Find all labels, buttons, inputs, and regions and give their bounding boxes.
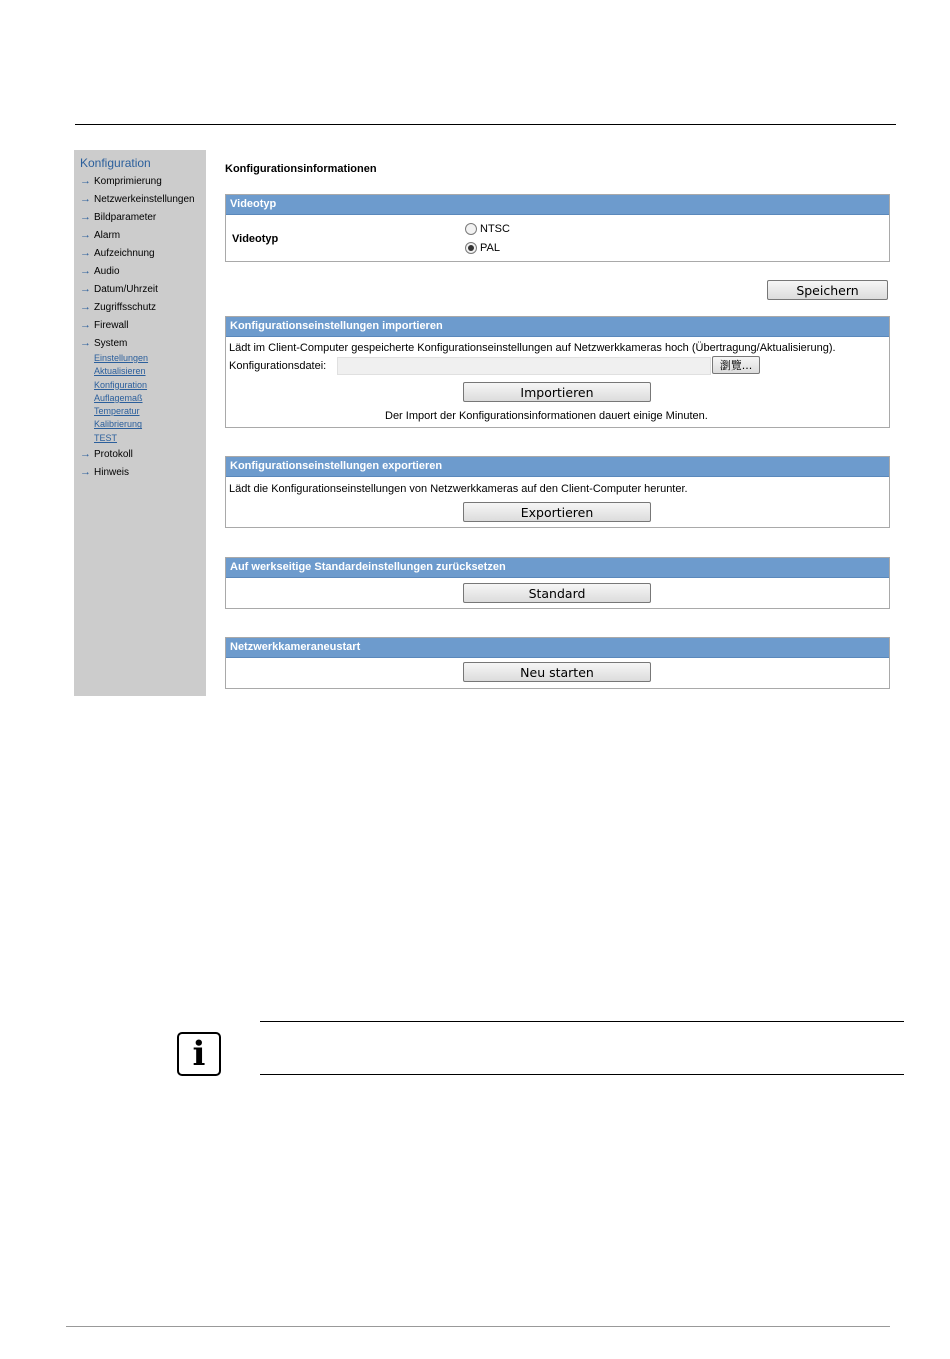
- sidebar-item-zugriffsschutz[interactable]: [80, 298, 206, 316]
- arrow-right-icon: →: [80, 229, 91, 241]
- info-top-rule: [260, 1021, 904, 1022]
- sidebar: [74, 150, 206, 696]
- import-panel: [225, 316, 890, 428]
- export-description: Lädt die Konfigurationseinstellungen von Netzwerkkameras auf den Client-Computer herunter.: [229, 483, 688, 495]
- restart-button[interactable]: Neu starten: [463, 662, 651, 682]
- videotyp-label: Videotyp: [232, 233, 279, 245]
- footer-divider: [66, 1326, 890, 1327]
- sidebar-item-datum-uhrzeit[interactable]: [80, 280, 206, 298]
- radio-ntsc[interactable]: [465, 223, 510, 235]
- sidebar-item-label: Firewall: [94, 319, 129, 331]
- sidebar-item-label: Datum/Uhrzeit: [94, 283, 158, 295]
- videotyp-panel: [225, 194, 890, 262]
- standard-button[interactable]: Standard: [463, 583, 651, 603]
- restart-panel-header: Netzwerkkameraneustart: [226, 638, 889, 658]
- sidebar-item-label: Netzwerkeinstellungen: [94, 193, 195, 205]
- import-panel-header: Konfigurationseinstellungen importieren: [226, 317, 889, 337]
- import-button[interactable]: Importieren: [463, 382, 651, 402]
- arrow-right-icon: →: [80, 337, 91, 349]
- restart-panel: [225, 637, 890, 689]
- sidebar-item-label: System: [94, 337, 128, 349]
- sidebar-subitem-auflagemass[interactable]: Auflagemaß: [94, 392, 143, 403]
- arrow-right-icon: →: [80, 301, 91, 313]
- sidebar-item-protokoll[interactable]: [80, 445, 206, 463]
- sidebar-subitem-kalibrierung[interactable]: Kalibrierung: [94, 419, 143, 430]
- sidebar-subitem-aktualisieren[interactable]: Aktualisieren: [94, 366, 146, 377]
- export-button[interactable]: Exportieren: [463, 502, 651, 522]
- top-divider: [75, 124, 896, 125]
- file-path-input[interactable]: [337, 357, 711, 375]
- sidebar-item-label: Hinweis: [94, 466, 130, 478]
- page-title: Konfigurationsinformationen: [225, 163, 377, 175]
- arrow-right-icon: →: [80, 193, 91, 205]
- radio-ntsc-label: NTSC: [480, 223, 510, 235]
- import-note: Der Import der Konfigurationsinformationen dauert einige Minuten.: [385, 410, 708, 422]
- export-panel-header: Konfigurationseinstellungen exportieren: [226, 457, 889, 477]
- sidebar-item-label: Aufzeichnung: [94, 247, 155, 259]
- sidebar-item-label: Zugriffsschutz: [94, 301, 157, 313]
- radio-button-selected-icon: [465, 242, 477, 254]
- sidebar-item-label: Bildparameter: [94, 211, 157, 223]
- info-bottom-rule: [260, 1074, 904, 1075]
- info-icon: i: [177, 1032, 221, 1076]
- sidebar-item-hinweis[interactable]: [80, 463, 206, 481]
- reset-panel: [225, 557, 890, 609]
- sidebar-item-firewall[interactable]: [80, 316, 206, 334]
- sidebar-title: Konfiguration: [80, 156, 151, 170]
- sidebar-subitem-konfiguration[interactable]: Konfiguration: [94, 379, 148, 390]
- sidebar-item-system[interactable]: [80, 334, 206, 352]
- sidebar-item-bildparameter[interactable]: [80, 208, 206, 226]
- arrow-right-icon: →: [80, 211, 91, 223]
- browse-button[interactable]: 瀏覽...: [712, 356, 760, 374]
- arrow-right-icon: →: [80, 175, 91, 187]
- reset-panel-header: Auf werkseitige Standardeinstellungen zurücksetzen: [226, 558, 889, 578]
- sidebar-item-audio[interactable]: [80, 262, 206, 280]
- sidebar-item-komprimierung[interactable]: [80, 172, 206, 190]
- sidebar-subitem-einstellungen[interactable]: Einstellungen: [94, 353, 149, 363]
- export-panel: [225, 456, 890, 528]
- radio-pal-label: PAL: [480, 242, 500, 254]
- sidebar-subitem-test[interactable]: TEST: [94, 432, 118, 443]
- arrow-right-icon: →: [80, 466, 91, 479]
- arrow-right-icon: →: [80, 247, 91, 259]
- sidebar-item-netzwerkeinstellungen[interactable]: [80, 190, 206, 208]
- radio-pal[interactable]: [465, 242, 500, 254]
- sidebar-item-label: Protokoll: [94, 448, 133, 460]
- arrow-right-icon: →: [80, 265, 91, 277]
- sidebar-nav: [80, 172, 206, 481]
- videotyp-panel-header: Videotyp: [226, 195, 889, 215]
- arrow-right-icon: →: [80, 319, 91, 331]
- sidebar-item-aufzeichnung[interactable]: [80, 244, 206, 262]
- arrow-right-icon: →: [80, 448, 91, 461]
- save-button[interactable]: Speichern: [767, 280, 888, 300]
- radio-button-icon: [465, 223, 477, 235]
- sidebar-item-alarm[interactable]: [80, 226, 206, 244]
- arrow-right-icon: →: [80, 283, 91, 295]
- sidebar-item-label: Alarm: [94, 229, 121, 241]
- sidebar-item-label: Komprimierung: [94, 175, 162, 187]
- file-label: Konfigurationsdatei:: [229, 360, 327, 372]
- sidebar-subitem-temperatur[interactable]: Temperatur: [94, 406, 140, 417]
- import-description: Lädt im Client-Computer gespeicherte Konfigurationseinstellungen auf Netzwerkkameras hoch (Übertragung/Aktualisierung).: [229, 342, 836, 354]
- sidebar-item-label: Audio: [94, 265, 120, 277]
